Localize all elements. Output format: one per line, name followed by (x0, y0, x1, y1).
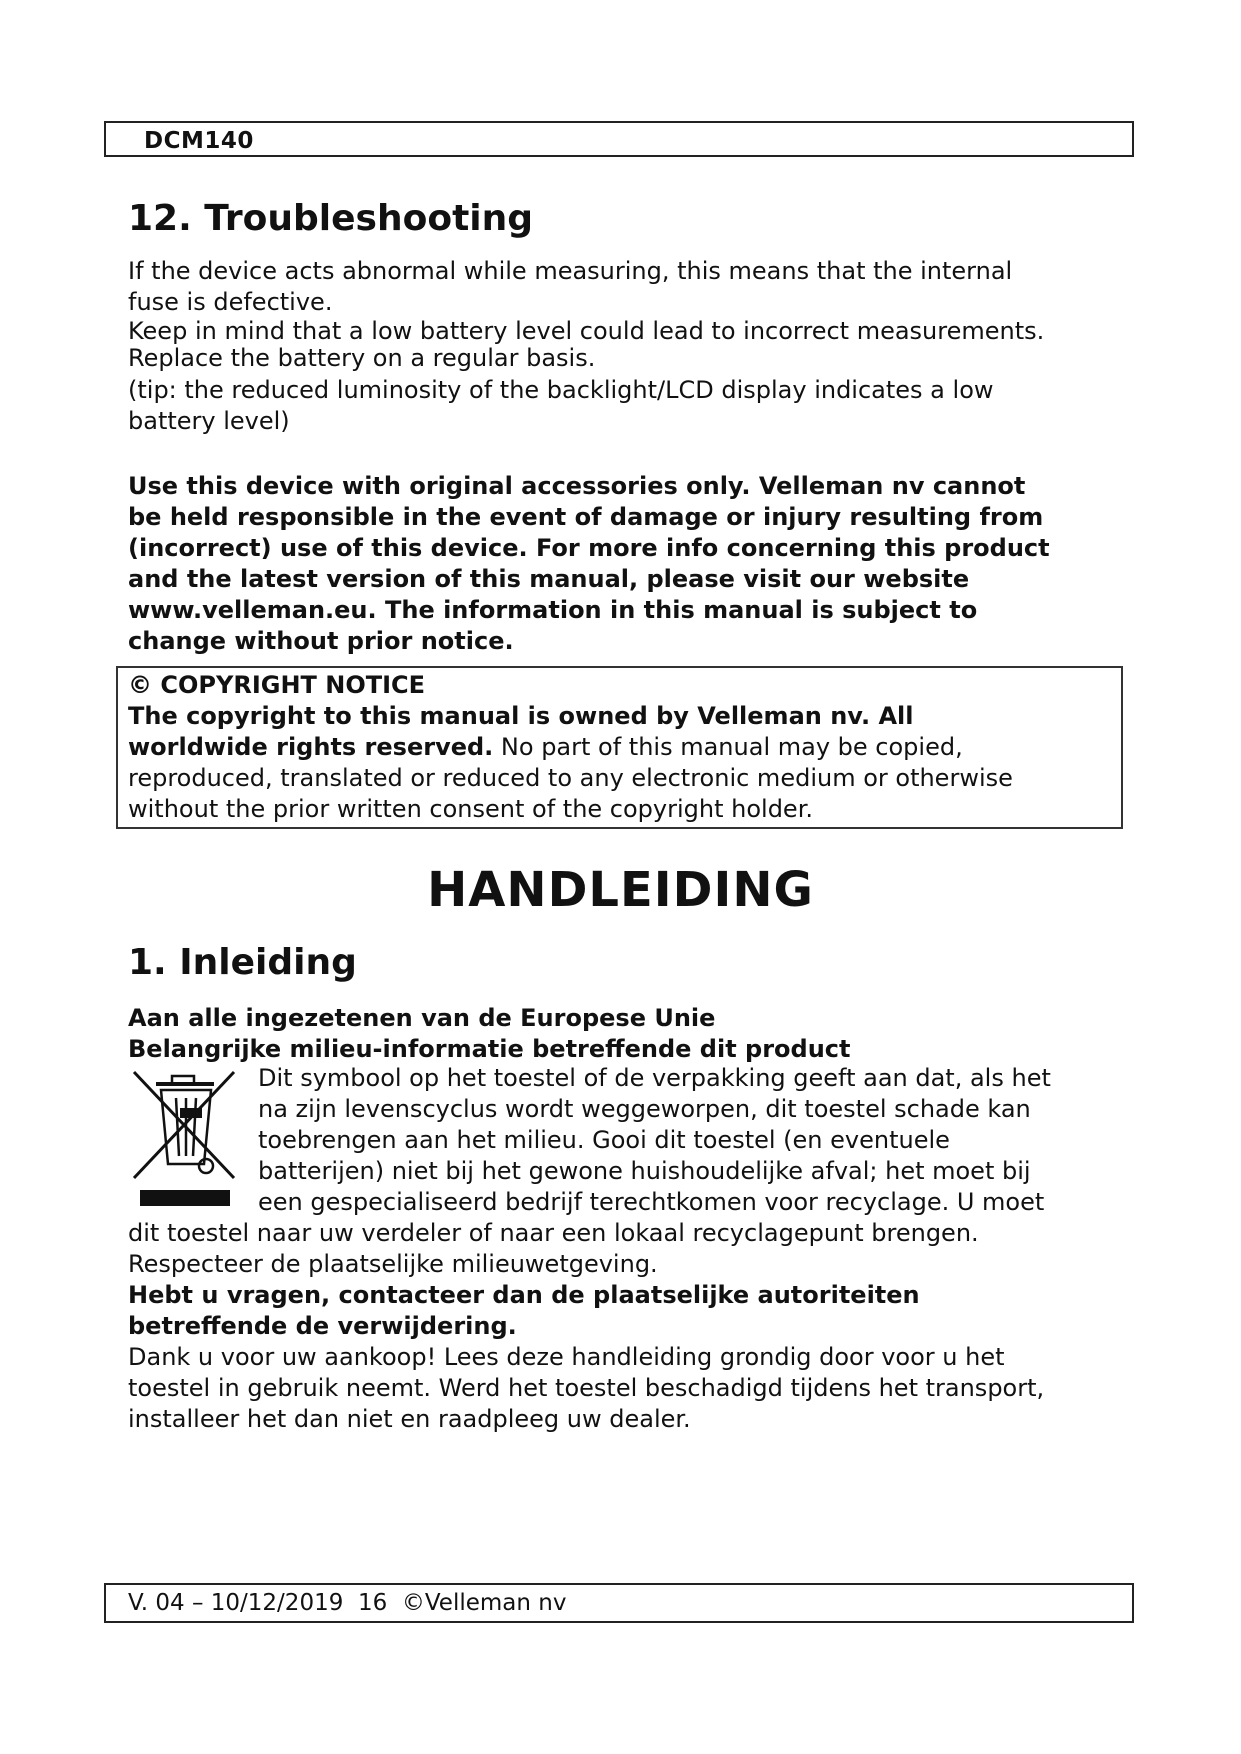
weee-line: batterijen) niet bij het gewone huishoudelijke afval; het moet bij (258, 1157, 1031, 1185)
disclaimer-line: be held responsible in the event of damage or injury resulting from (128, 503, 1044, 531)
thanks-line: toestel in gebruik neemt. Werd het toestel beschadigd tijdens het transport, (128, 1374, 1045, 1402)
footer-text: V. 04 – 10/12/2019 16 ©Velleman nv (128, 1590, 567, 1616)
inleiding-heading: 1. Inleiding (128, 942, 357, 983)
handleiding-title: HANDLEIDING (427, 862, 814, 918)
disclaimer-line: (incorrect) use of this device. For more info concerning this product (128, 534, 1050, 562)
troubleshooting-paragraph-3 (128, 375, 1118, 437)
thanks-line: installeer het dan niet en raadpleeg uw dealer. (128, 1405, 691, 1433)
weee-line: dit toestel naar uw verdeler of naar een lokaal recyclagepunt brengen. (128, 1219, 979, 1247)
copyright-body-line: No part of this manual may be copied, (493, 733, 963, 761)
troubleshooting-line: fuse is defective. (128, 288, 333, 316)
disclaimer-line: www.velleman.eu. The information in this manual is subject to (128, 596, 978, 624)
weee-line: Respecteer de plaatselijke milieuwetgeving. (128, 1250, 658, 1278)
inleiding-subheading: Aan alle ingezetenen van de Europese Unie (128, 1004, 716, 1032)
troubleshooting-paragraph-1 (128, 256, 1118, 318)
copyright-rights-line: worldwide rights reserved. (128, 733, 494, 761)
copyright-body-line: reproduced, translated or reduced to any electronic medium or otherwise (128, 764, 1013, 792)
troubleshooting-paragraph-2 (128, 318, 1118, 372)
weee-paragraph (258, 1063, 1118, 1218)
disclaimer-paragraph (128, 471, 1118, 657)
weee-black-bar (140, 1190, 230, 1206)
weee-line: na zijn levenscyclus wordt weggeworpen, dit toestel schade kan (258, 1095, 1031, 1123)
troubleshooting-line: Keep in mind that a low battery level could lead to incorrect measurements. (128, 317, 1045, 345)
troubleshooting-line: battery level) (128, 407, 290, 435)
weee-line: Dit symbool op het toestel of de verpakking geeft aan dat, als het (258, 1064, 1051, 1092)
thanks-line: Dank u voor uw aankoop! Lees deze handleiding grondig door voor u het (128, 1343, 1005, 1371)
copyright-notice-box (116, 666, 1123, 829)
inleiding-subheadings (128, 1003, 1118, 1065)
weee-continuation (128, 1218, 1118, 1280)
weee-line: een gespecialiseerd bedrijf terechtkomen voor recyclage. U moet (258, 1188, 1045, 1216)
inleiding-subheading: Belangrijke milieu-informatie betreffende dit product (128, 1035, 851, 1063)
troubleshooting-line: If the device acts abnormal while measuring, this means that the internal (128, 257, 1013, 285)
model-code: DCM140 (144, 128, 254, 154)
troubleshooting-line: Replace the battery on a regular basis. (128, 344, 596, 372)
troubleshooting-heading: 12. Troubleshooting (128, 198, 534, 239)
page-header (104, 121, 1134, 157)
troubleshooting-line: (tip: the reduced luminosity of the backlight/LCD display indicates a low (128, 376, 994, 404)
page-footer (104, 1583, 1134, 1623)
disclaimer-line: Use this device with original accessories only. Velleman nv cannot (128, 472, 1026, 500)
disposal-line: betreffende de verwijdering. (128, 1312, 517, 1340)
copyright-text (128, 670, 1113, 825)
disposal-questions (128, 1280, 1118, 1342)
copyright-owner-line: The copyright to this manual is owned by Velleman nv. All (128, 702, 914, 730)
crossed-bin-icon (128, 1066, 240, 1190)
copyright-title: © COPYRIGHT NOTICE (128, 671, 426, 699)
disposal-line: Hebt u vragen, contacteer dan de plaatselijke autoriteiten (128, 1281, 920, 1309)
copyright-body-line: without the prior written consent of the copyright holder. (128, 795, 813, 823)
thanks-paragraph (128, 1342, 1118, 1435)
weee-line: toebrengen aan het milieu. Gooi dit toestel (en eventuele (258, 1126, 950, 1154)
disclaimer-line: and the latest version of this manual, please visit our website (128, 565, 970, 593)
disclaimer-line: change without prior notice. (128, 627, 514, 655)
weee-crossed-bin-icon (128, 1066, 240, 1210)
